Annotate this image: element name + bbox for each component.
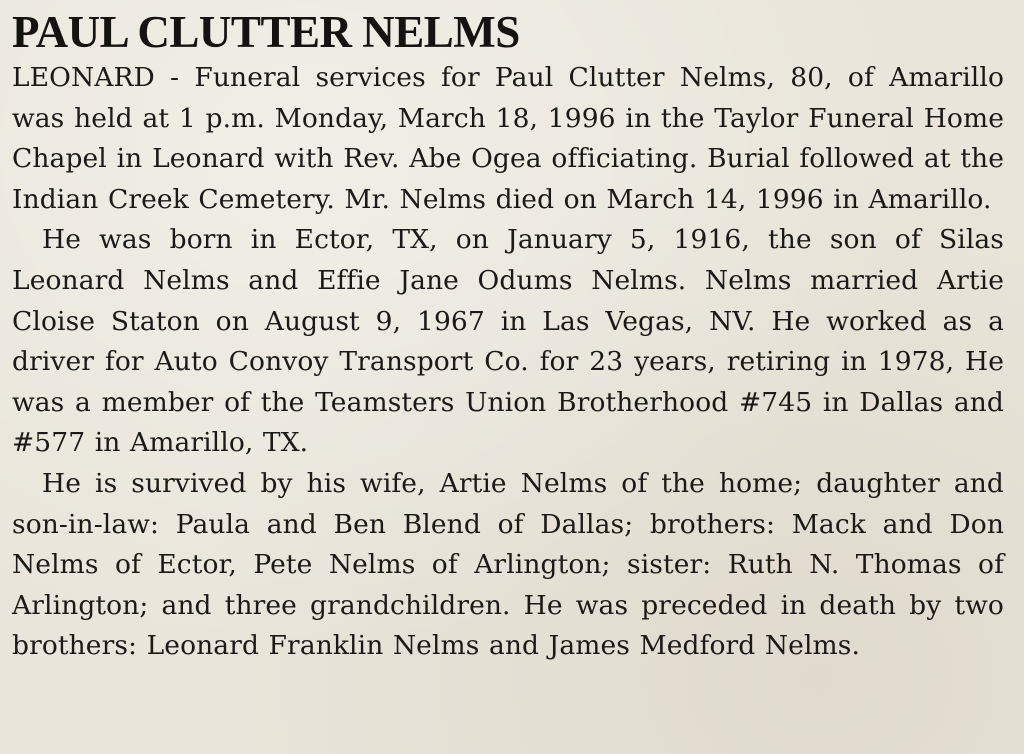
obituary-paragraph-services: LEONARD - Funeral services for Paul Clutter Nelms, 80, of Amarillo was held at 1 p.m. Monday, March 18, 1996 in the Taylor Funeral Home Chapel in Leonard with Rev. Abe Ogea officiating. Burial followed at the Indian Creek Cemetery. Mr. Nelms died on March 14, 1996 in Amarillo. xyxy=(12,62,1004,215)
obituary-paragraph-survivors: He is survived by his wife, Artie Nelms of the home; daughter and son-in-law: Paula and Ben Blend of Dallas; brothers: Mack and Don Nelms of Ector, Pete Nelms of Arlington; sister: Ruth N. Thomas of Arlington; and three grandchildren. He was preceded in death by two brothers: Leonard Franklin Nelms and James Medford Nelms. xyxy=(12,467,1004,662)
obituary-paragraph-biography: He was born in Ector, TX, on January 5, 1916, the son of Silas Leonard Nelms and Effie Jane Odums Nelms. Nelms married Artie Cloise Staton on August 9, 1967 in Las Vegas, NV. He worked as a driver for Auto Convoy Transport Co. for 23 years, retiring in 1978, He was a member of the Teamsters Union Brotherhood #745 in Dallas and #577 in Amarillo, TX. xyxy=(12,224,1004,459)
obituary-headline: PAUL CLUTTER NELMS xyxy=(12,7,520,57)
obituary-body xyxy=(12,58,1004,667)
